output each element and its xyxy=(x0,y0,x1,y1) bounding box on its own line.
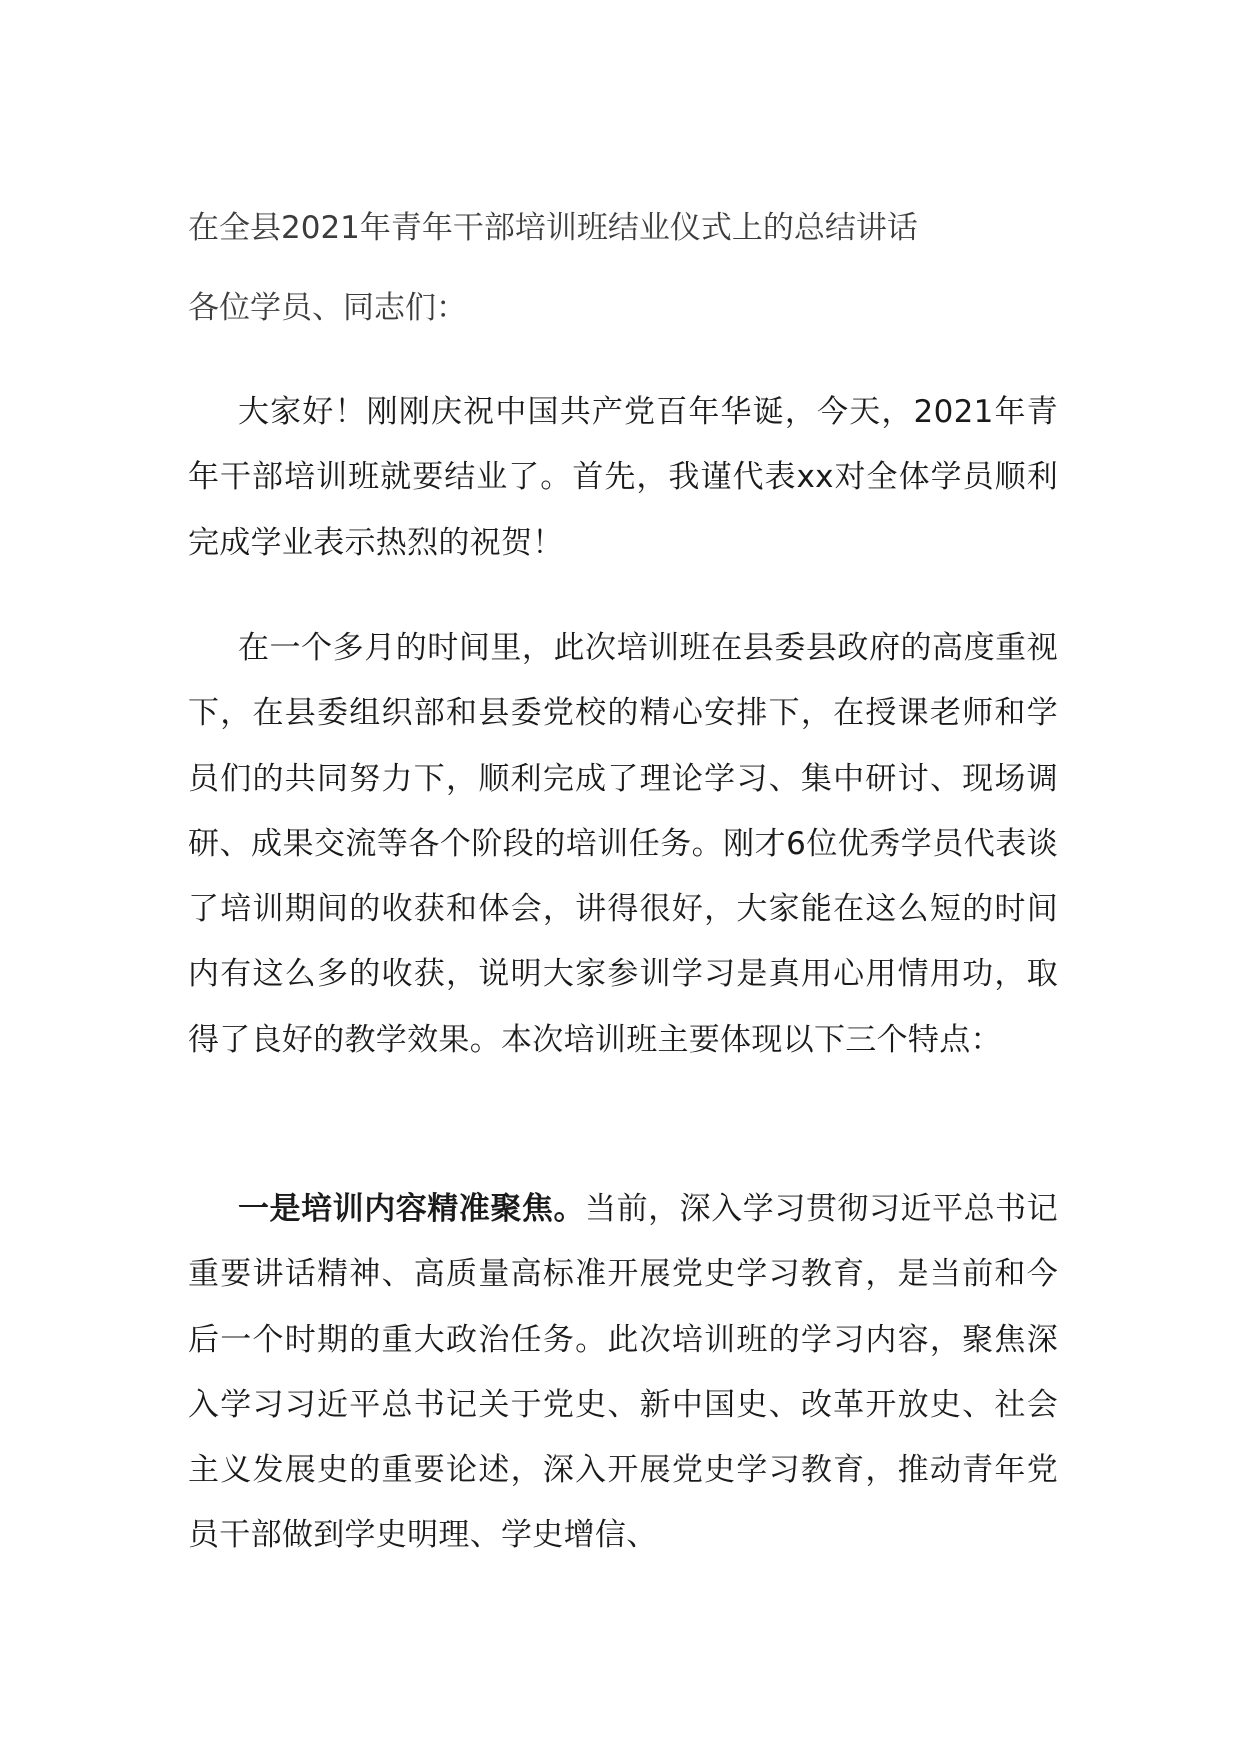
paragraph-text: 大家好！刚刚庆祝中国共产党百年华诞，今天，2021年青年干部培训班就要结业了。首先，我谨代表xx对全体学员顺利完成学业表示热烈的祝贺！ xyxy=(188,394,1058,561)
paragraph-feature-one xyxy=(188,1177,1058,1569)
paragraph-text: 在一个多月的时间里，此次培训班在县委县政府的高度重视下，在县委组织部和县委党校的精心安排下，在授课老师和学员们的共同努力下，顺利完成了理论学习、集中研讨、现场调研、成果交流等各个阶段的培训任务。刚才6位优秀学员代表谈了培训期间的收获和体会，讲得很好，大家能在这么短的时间内有这么多的收获，说明大家参训学习是真用心用情用功，取得了良好的教学效果。本次培训班主要体现以下三个特点： xyxy=(188,630,1058,1058)
paragraph-text: 当前，深入学习贯彻习近平总书记重要讲话精神、高质量高标准开展党史学习教育，是当前和今后一个时期的重大政治任务。此次培训班的学习内容，聚焦深入学习习近平总书记关于党史、新中国史、改革开放史、社会主义发展史的重要论述，深入开展党史学习教育，推动青年党员干部做到学史明理、学史增信、 xyxy=(188,1191,1058,1554)
paragraph-lead: 一是培训内容精准聚焦。 xyxy=(238,1191,586,1227)
paragraph-summary xyxy=(188,616,1058,1073)
paragraph-greeting xyxy=(188,380,1058,576)
salutation: 各位学员、同志们： xyxy=(188,290,467,326)
document-title: 在全县2021年青年干部培训班结业仪式上的总结讲话 xyxy=(188,210,918,246)
